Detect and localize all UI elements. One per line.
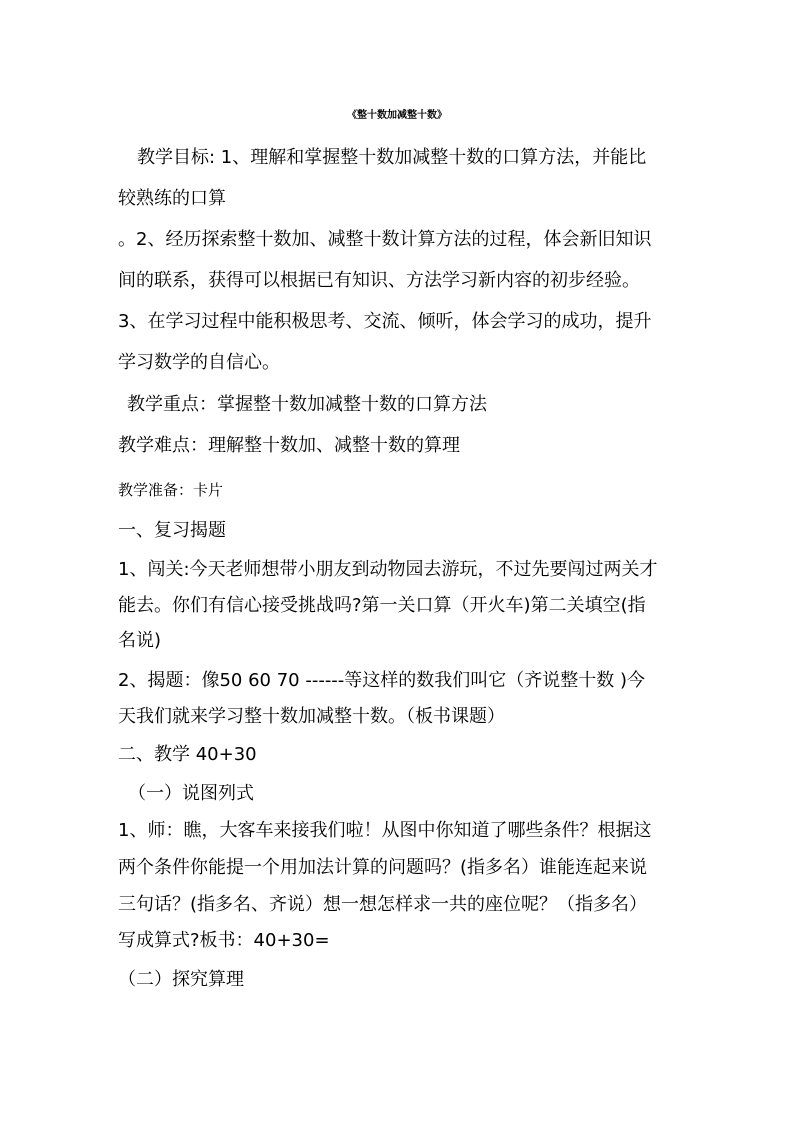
document-title: 《整十数加减整十数》	[347, 110, 447, 121]
reveal-line-2: 天我们就来学习整十数加减整十数。（板书课题）	[118, 706, 505, 727]
difficult-point: 教学难点：理解整十数加、减整十数的算理	[118, 435, 460, 456]
section-heading-1: 一、复习揭题	[118, 520, 226, 541]
review-line-3: 名说)	[118, 630, 162, 651]
subsection-heading-2: （二）探究算理	[118, 969, 244, 990]
teaching-line-2: 两个条件你能提一个用加法计算的问题吗？(指多名）谁能连起来说	[118, 857, 648, 878]
objective-line-2: 较熟练的口算	[118, 188, 226, 209]
reveal-line-1: 2、揭题：像50 60 70 ------等这样的数我们叫它（齐说整十数 )今	[118, 670, 646, 691]
subsection-heading-1: （一）说图列式	[128, 783, 254, 804]
section-heading-2: 二、教学 40+30	[118, 744, 257, 765]
review-line-2: 能去。你们有信心接受挑战吗?第一关口算（开火车)第二关填空(指	[118, 595, 646, 616]
objective-line-4: 间的联系，获得可以根据已有知识、方法学习新内容的初步经验。	[118, 270, 640, 291]
review-line-1: 1、闯关:今天老师想带小朋友到动物园去游玩，不过先要闯过两关才	[118, 559, 658, 580]
objective-line-5: 3、在学习过程中能积极思考、交流、倾听，体会学习的成功，提升	[118, 311, 652, 332]
objective-line-3: 。2、经历探索整十数加、减整十数计算方法的过程，体会新旧知识	[118, 229, 652, 250]
objective-line-6: 学习数学的自信心。	[118, 352, 280, 373]
key-point: 教学重点：掌握整十数加减整十数的口算方法	[127, 394, 487, 415]
preparation: 教学准备：卡片	[118, 481, 224, 499]
teaching-line-1: 1、师：瞧，大客车来接我们啦！从图中你知道了哪些条件？根据这	[118, 820, 652, 841]
objective-line-1: 教学目标: 1、理解和掌握整十数加减整十数的口算方法，并能比	[137, 147, 647, 168]
teaching-line-3: 三句话？(指多名、齐说）想一想怎样求一共的座位呢？（指多名）	[118, 894, 648, 915]
teaching-line-4: 写成算式?板书：40+30=	[118, 930, 330, 951]
